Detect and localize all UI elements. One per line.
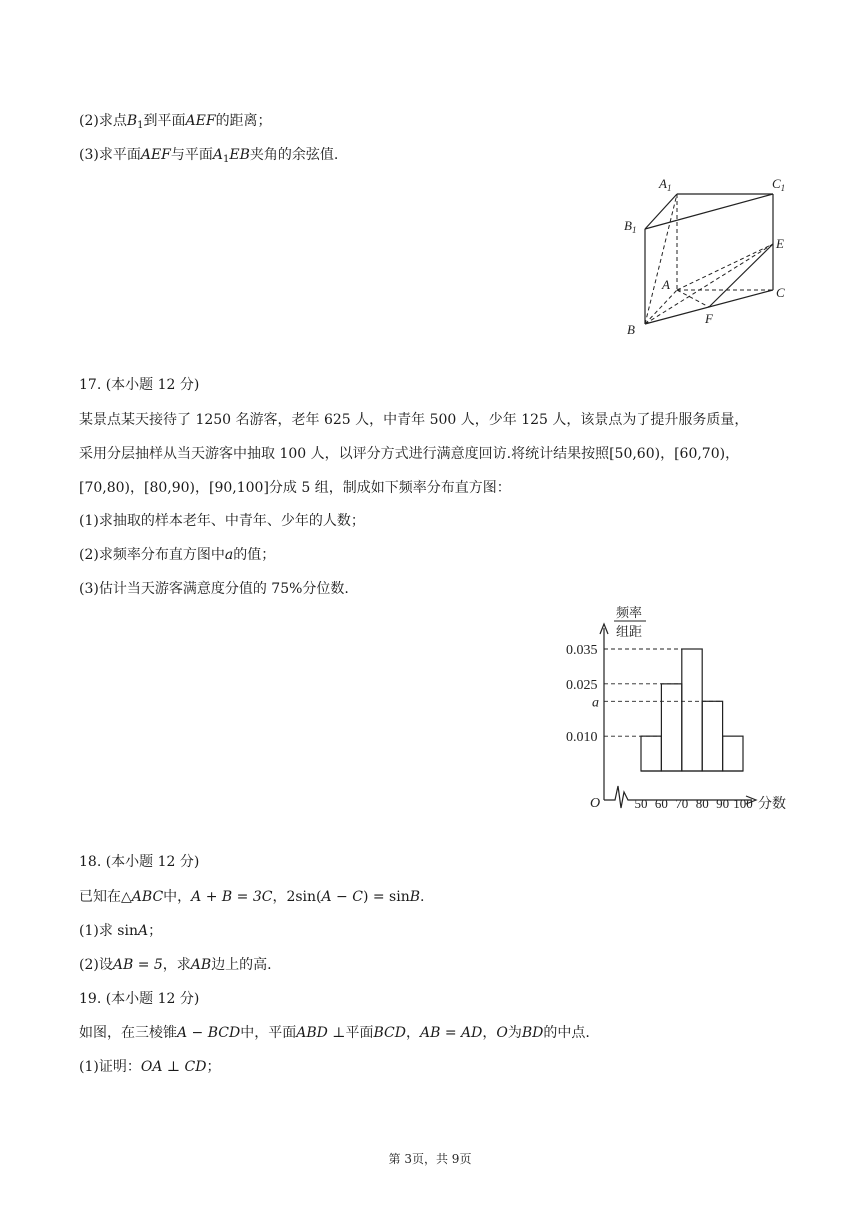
q2-text: (2)求点 <box>79 113 127 129</box>
edge-af <box>677 290 709 307</box>
q3-text-end: 夹角的余弦值. <box>249 147 339 163</box>
q3-text-mid: 与平面 <box>170 147 213 163</box>
x-tick-label: 80 <box>695 796 709 811</box>
p19-question-1: (1)证明：OA ⊥ CD； <box>79 1059 221 1075</box>
y-label-top: 频率 <box>616 605 643 620</box>
p19-statement: 如图，在三棱锥A − BCD中，平面ABD ⊥平面BCD，AB = AD，O为BD的中点. <box>79 1025 590 1041</box>
x-axis-label: 分数 <box>758 797 786 812</box>
plane-aef: AEF <box>140 147 171 163</box>
page-footer: 第 3页，共 9页 <box>388 1152 472 1166</box>
p19-header: 19. (本小题 12 分) <box>79 991 200 1007</box>
p18-question-2: (2)设AB = 5，求AB边上的高. <box>79 957 272 973</box>
p17-question-2 <box>79 545 275 565</box>
p17-question-1: (1)求抽取的样本老年、中青年、少年的人数； <box>79 513 365 529</box>
edge-b1c1 <box>645 194 773 229</box>
p17-question-3: (3)估计当天游客满意度分值的 75%分位数. <box>79 581 349 597</box>
edge-fe <box>709 244 773 307</box>
origin-label: O <box>590 796 601 811</box>
equation-2: 2sin( <box>286 889 322 905</box>
label-a1: $A_1$ <box>659 176 672 193</box>
p18-statement: 已知在△ABC中，A + B = 3C，2sin(A − C) = sinB. <box>79 889 425 905</box>
x-tick-label: 90 <box>716 796 730 811</box>
label-b: B <box>627 322 635 337</box>
y-tick-label: 0.025 <box>566 677 598 693</box>
p17-paragraph-3: [70,80)，[80,90)，[90,100]分成 5 组，制成如下频率分布直方图： <box>79 480 511 496</box>
equation-1: A + B = 3C <box>191 889 273 905</box>
label-c1: $C_1$ <box>772 176 786 193</box>
edge-ba1 <box>645 194 677 324</box>
label-b1: $B_1$ <box>624 218 637 235</box>
plane-a1eb: $A_1EB$ <box>212 147 250 165</box>
q2-text-end: 的值； <box>233 547 276 563</box>
x-tick-label: 70 <box>675 796 689 811</box>
y-label-bottom: 组距 <box>616 624 643 639</box>
y-tick-label: 0.010 <box>566 730 598 746</box>
frequency-histogram <box>560 598 800 820</box>
label-f: F <box>705 311 713 326</box>
histogram-bar <box>723 736 743 771</box>
x-tick-label: 60 <box>654 796 668 811</box>
p17-paragraph-1: 某景点某天接待了 1250 名游客，老年 625 人，中青年 500 人，少年 125 人，该景点为了提升服务质量， <box>79 412 749 428</box>
prism-figure <box>620 168 800 343</box>
p18-question-1: (1)求 sinA； <box>79 923 163 939</box>
histogram-bar <box>641 736 661 771</box>
histogram-bar <box>682 649 702 771</box>
q2-text-mid: 到平面 <box>143 113 186 129</box>
y-tick-label: a <box>592 695 599 711</box>
histogram-bar <box>661 684 681 771</box>
edge-ba <box>645 290 677 324</box>
q2-text: (2)求频率分布直方图中 <box>79 547 225 563</box>
plane-aef: AEF <box>185 113 216 129</box>
p16-question-2 <box>79 111 272 136</box>
point-b1: $B_1$ <box>126 113 144 131</box>
y-tick-label: 0.035 <box>566 643 598 658</box>
x-tick-label: 100 <box>733 796 753 811</box>
p18-header: 18. (本小题 12 分) <box>79 854 200 870</box>
p17-paragraph-2: 采用分层抽样从当天游客中抽取 100 人，以评分方式进行满意度回访.将统计结果按照[50,60)，[60,70)， <box>79 446 740 462</box>
histogram-bar <box>702 701 722 771</box>
label-e: E <box>776 236 784 251</box>
q2-text-end: 的距离； <box>215 113 272 129</box>
label-c: C <box>776 285 785 300</box>
var-a: a <box>224 547 234 563</box>
label-a: A <box>662 277 670 292</box>
triangle-abc: ABC <box>131 889 164 905</box>
p16-question-3 <box>79 145 338 170</box>
edge-ae <box>677 244 773 290</box>
q3-text: (3)求平面 <box>79 147 141 163</box>
x-tick-label: 50 <box>634 796 648 811</box>
p17-header: 17. (本小题 12 分) <box>79 377 200 393</box>
